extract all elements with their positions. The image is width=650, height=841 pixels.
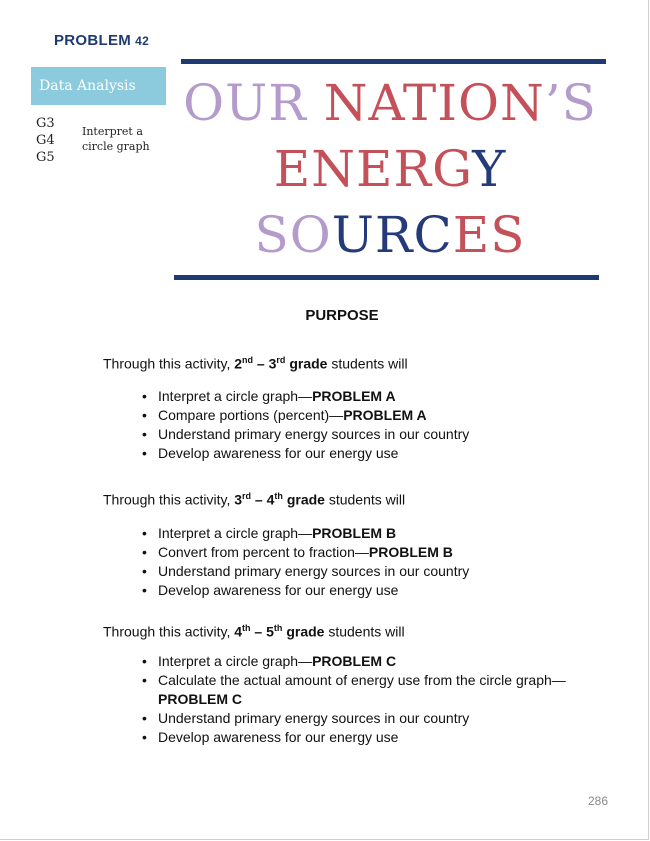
objective-list [142, 524, 469, 600]
section-intro: Through this activity, 4th – 5th grade students will [103, 623, 405, 640]
list-item: • Understand primary energy sources in our country [142, 709, 603, 728]
title-top-rule [181, 59, 606, 64]
list-item: • Develop awareness for our energy use [142, 728, 603, 747]
skill-description: Interpret a circle graph [82, 125, 150, 153]
section-intro: Through this activity, 2nd – 3rd grade students will [103, 355, 408, 372]
list-item: • Calculate the actual amount of energy use from the circle graph— PROBLEM C [142, 671, 603, 709]
title-line-1: OUR NATION’S [183, 74, 597, 132]
page-number: 286 [588, 794, 609, 808]
problem-label [54, 32, 149, 49]
list-item: • Interpret a circle graph—PROBLEM B [142, 524, 469, 543]
grade-item: G3 [36, 116, 55, 131]
problem-word: PROBLEM [54, 32, 132, 49]
page-title [174, 70, 606, 268]
list-item: • Develop awareness for our energy use [142, 581, 469, 600]
list-item: • Understand primary energy sources in our country [142, 425, 469, 444]
list-item: • Understand primary energy sources in our country [142, 562, 469, 581]
list-item: • Convert from percent to fraction—PROBLEM B [142, 543, 469, 562]
category-tab: Data Analysis [31, 67, 166, 105]
objective-list [142, 387, 469, 463]
problem-number: 42 [135, 34, 150, 48]
grade-item: G4 [36, 133, 55, 148]
list-item: • Interpret a circle graph—PROBLEM A [142, 387, 469, 406]
title-line-2: ENERGY [273, 140, 507, 198]
list-item: • Develop awareness for our energy use [142, 444, 469, 463]
list-item: • Compare portions (percent)—PROBLEM A [142, 406, 469, 425]
grade-item: G5 [36, 150, 55, 165]
title-line-3: SOURCES [254, 206, 526, 264]
objective-list [142, 652, 603, 747]
title-bottom-rule [174, 275, 599, 280]
purpose-heading: PURPOSE [305, 307, 379, 324]
grade-list [36, 115, 55, 166]
section-intro: Through this activity, 3rd – 4th grade students will [103, 491, 406, 508]
list-item: • Interpret a circle graph—PROBLEM C [142, 652, 603, 671]
